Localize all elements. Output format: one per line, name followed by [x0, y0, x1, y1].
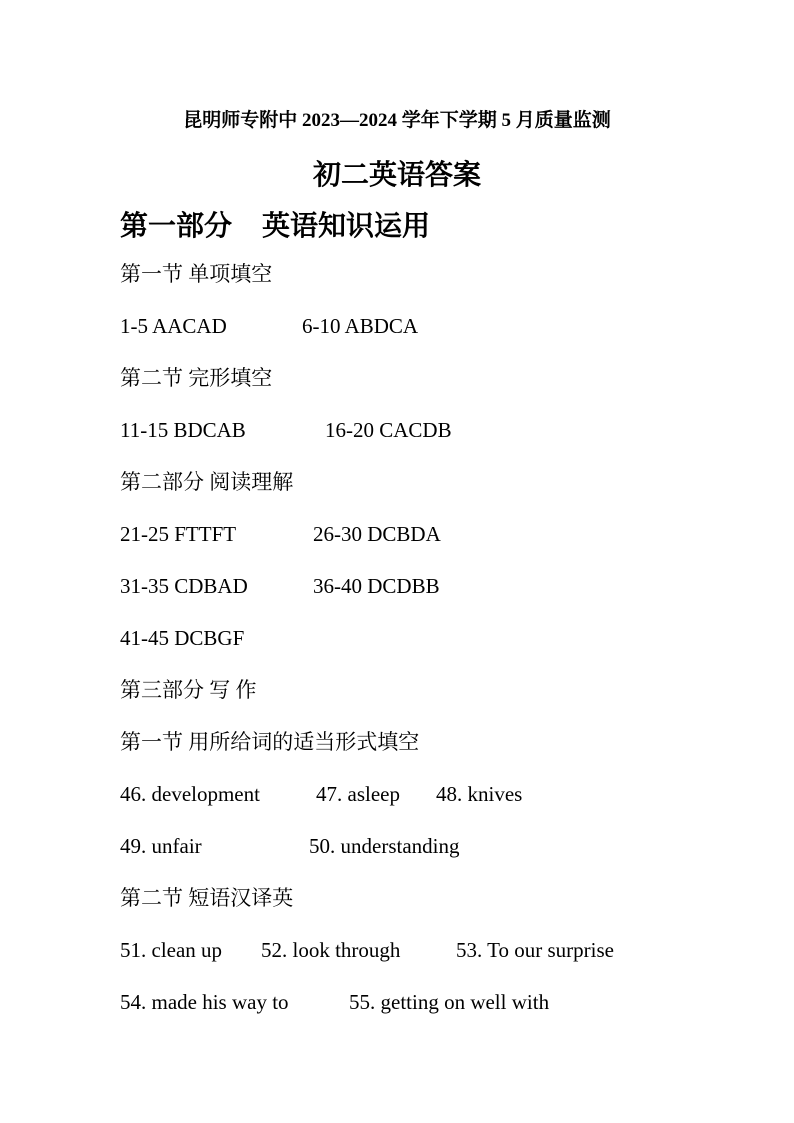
answer-49: 49. unfair: [120, 834, 202, 858]
answer-51: 51. clean up: [120, 938, 223, 962]
answer-53: 53. To our surprise: [456, 938, 614, 962]
section-translation-heading: 第二节 短语汉译英: [120, 886, 294, 910]
answer-6-10: 6-10 ABDCA: [302, 314, 419, 338]
answer-47: 47. asleep: [316, 782, 400, 806]
section-word-form-heading: 第一节 用所给词的适当形式填空: [120, 730, 420, 754]
answer-36-40: 36-40 DCDBB: [313, 574, 440, 598]
document-title: 初二英语答案: [312, 160, 481, 191]
section-single-choice-heading: 第一节 单项填空: [120, 262, 273, 286]
answer-1-5: 1-5 AACAD: [120, 314, 227, 338]
answer-41-45: 41-45 DCBGF: [120, 626, 245, 650]
answer-11-15: 11-15 BDCAB: [120, 418, 246, 442]
section-cloze-heading: 第二节 完形填空: [120, 366, 273, 390]
part-one-heading: [120, 204, 430, 244]
answer-50: 50. understanding: [309, 834, 460, 858]
answer-52: 52. look through: [261, 938, 401, 962]
part-one-title: 英语知识运用: [262, 211, 431, 242]
answer-55: 55. getting on well with: [349, 990, 550, 1014]
answer-21-25: 21-25 FTTFT: [120, 522, 237, 546]
answer-48: 48. knives: [436, 782, 523, 806]
answer-26-30: 26-30 DCBDA: [313, 522, 441, 546]
answer-16-20: 16-20 CACDB: [325, 418, 452, 442]
school-exam-title: 昆明师专附中 2023—2024 学年下学期 5 月质量监测: [183, 110, 611, 131]
answer-31-35: 31-35 CDBAD: [120, 574, 248, 598]
answer-46: 46. development: [120, 782, 260, 806]
part-one-label: 第一部分: [120, 211, 233, 242]
part-three-heading: 第三部分 写 作: [120, 678, 257, 702]
answer-54: 54. made his way to: [120, 990, 289, 1014]
part-two-heading: 第二部分 阅读理解: [120, 470, 294, 494]
